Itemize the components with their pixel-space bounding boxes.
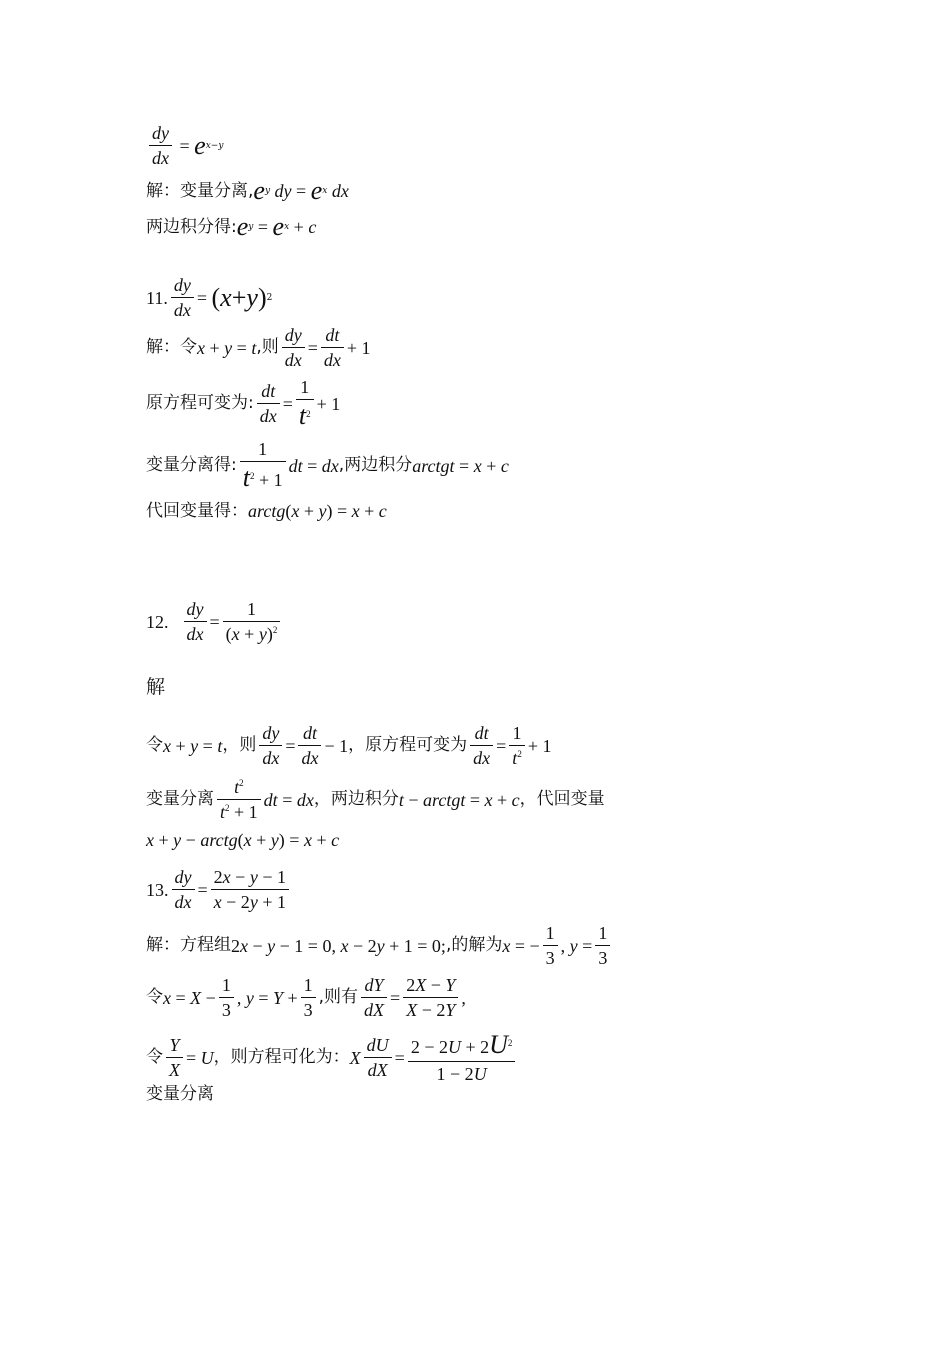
fraction-dy-dx: $\frac{dy}{dx}$ (149, 124, 172, 167)
problem-11-substitution: 解：令 x + y = t ,则 $\frac{dy}{dx}$ = $\frac{dt}{dx}$ + 1 (146, 325, 371, 370)
problem-13-system: 解：方程组 2x − y − 1 = 0, x − 2y + 1 = 0; ,的解为 x = − $\frac{1}{3}$ , y = $\frac{1}{3}$ (146, 924, 613, 967)
problem-11-back-sub: 代回变量得： arctg ( x + y ) = x + c (146, 500, 387, 521)
problem-11-separation: 变量分离得: $\frac{1}{t^2 + 1}$ dt = dx ,两边积分 arctgt = x + c (146, 439, 509, 492)
separation-label: 变量分离 (146, 789, 214, 809)
equation-dy-dx-exp: $\frac{dy}{dx}$ = e x−y (146, 124, 223, 167)
let-label-2: 令 (146, 1047, 163, 1067)
then-label: ,则有 (318, 987, 359, 1007)
then-label: ，则 (222, 735, 257, 755)
integral-label: ，两边积分 (313, 789, 399, 809)
solution-label: 解：令 (146, 337, 197, 357)
problem-13-substitution: 令 x = X − $\frac{1}{3}$ , y = Y + $\frac{1}{3}$ ,则有 $\frac{dY}{dX}$ = $\frac{2X - Y}{X - 2Y}$ , (146, 975, 466, 1020)
problem-11: 11. $\frac{dy}{dx}$ = ( x + y ) 2 (146, 275, 273, 320)
transform-label: 原方程可变为: (146, 393, 254, 413)
let-label: 令 (146, 987, 163, 1007)
solution-label: 解 (146, 676, 166, 698)
problem-number: 12. (146, 611, 169, 632)
solution-label: 解：方程组 (146, 935, 231, 955)
integral-label: ,两边积分 (338, 455, 413, 475)
solution-line-separation: 解：变量分离, e y dy = e x dx (146, 176, 349, 205)
back-sub-label: ，代回变量 (519, 789, 605, 809)
let-label: 令 (146, 735, 163, 755)
problem-11-transform: 原方程可变为: $\frac{dt}{dx}$ = $\frac{1}{t^2}$ + 1 (146, 377, 341, 430)
separation-label: 变量分离 (146, 1084, 214, 1104)
then-label-2: ，则方程可化为： (213, 1047, 350, 1067)
problem-number: 11. (146, 287, 168, 308)
solution-label-2: ,的解为 (445, 935, 503, 955)
problem-12-separation: 变量分离 $\frac{t^2}{t^2 + 1}$ dt = dx ，两边积分 t − arctgt = x + c ，代回变量 (146, 777, 605, 822)
problem-13: 13. $\frac{dy}{dx}$ = $\frac{2x - y - 1}{x - 2y + 1}$ (146, 868, 292, 911)
solution-label: 解：变量分离, (146, 180, 254, 201)
integral-label: 两边积分得: (146, 216, 237, 237)
problem-number: 13. (146, 879, 169, 900)
separation-label: 变量分离得: (146, 455, 237, 475)
transform-label: ，原方程可变为 (348, 735, 468, 755)
back-sub-label: 代回变量得： (146, 500, 248, 521)
solution-line-integral: 两边积分得: e y = e x + c (146, 212, 317, 241)
problem-12-result: x + y − arctg ( x + y ) = x + c (146, 830, 340, 850)
problem-13-separation (146, 1086, 214, 1103)
problem-12-jie (146, 678, 165, 697)
problem-12-substitution: 令 x + y = t ，则 $\frac{dy}{dx}$ = $\frac{dt}{dx}$ − 1 ，原方程可变为 $\frac{dt}{dx}$ = $\frac{1}{t^2}$ + 1 (146, 723, 552, 768)
then-label: ,则 (256, 337, 279, 357)
problem-12: 12. $\frac{dy}{dx}$ = $\frac{1}{(x + y)^2}$ (146, 600, 283, 643)
problem-13-u-substitution: 令 $\frac{Y}{X}$ = U ，则方程可化为： X $\frac{dU}{dX}$ = $\frac{2 - 2U + 2U^2}{1 - 2U}$ (146, 1032, 518, 1083)
